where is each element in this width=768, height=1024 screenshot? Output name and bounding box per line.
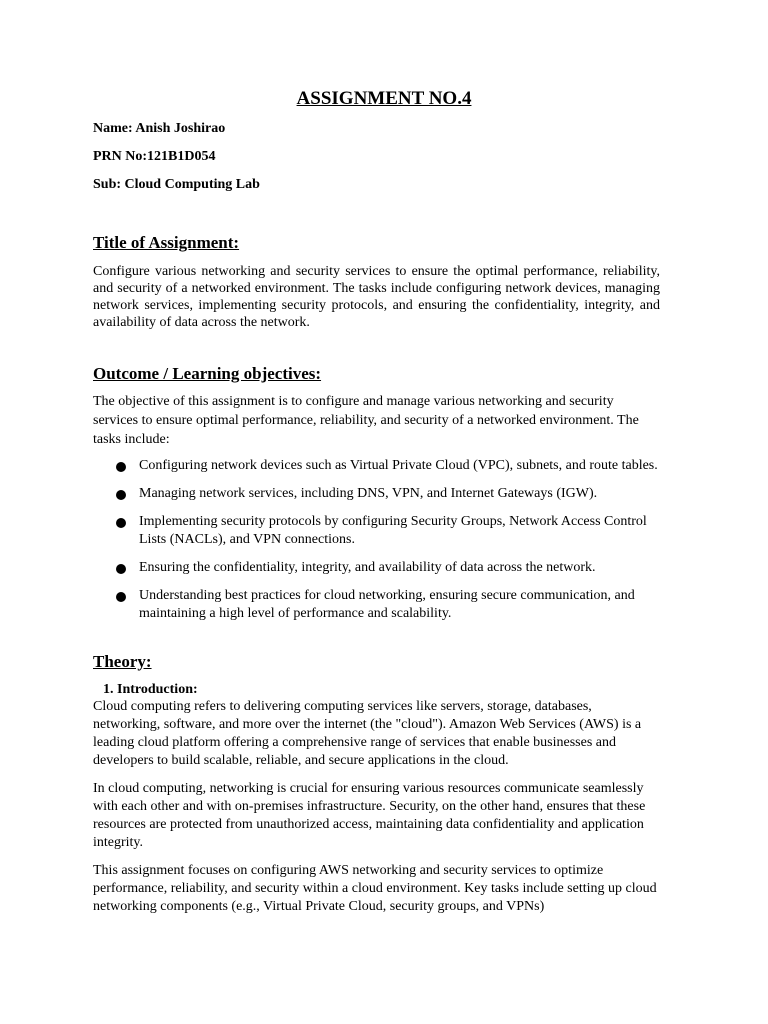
theory-paragraph: Cloud computing refers to delivering computing services like servers, storage, databases, networking, software, and more over the internet (the "cloud"). Amazon Web Services (AWS) is a leading cloud platform offering a comprehensive range of services that enable businesses and developers to build scalable, reliable, and secure applications in the cloud.: [93, 699, 642, 768]
bullet-icon: [116, 564, 126, 574]
bullet-icon: [116, 490, 126, 500]
student-name: Name: Anish Joshirao: [93, 121, 226, 136]
list-item-text: Configuring network devices such as Virtual Private Cloud (VPC), subnets, and route tables.: [139, 458, 658, 473]
bullet-icon: [116, 592, 126, 602]
list-item: [0, 513, 768, 549]
outcome-heading: Outcome / Learning objectives:: [93, 364, 322, 383]
list-item-text: Implementing security protocols by configuring Security Groups, Network Access Control Lists (NACLs), and VPN connections.: [139, 514, 647, 547]
theory-paragraph: In cloud computing, networking is crucial for ensuring various resources communicate seamlessly with each other and with on-premises infrastructure. Security, on the other hand, ensures that these resources are protected from unauthorized access, maintaining data confidentiality and application integrity.: [93, 781, 646, 850]
list-item: [0, 587, 768, 623]
subject: Sub: Cloud Computing Lab: [93, 177, 260, 192]
list-item: [0, 485, 768, 503]
outcome-intro: The objective of this assignment is to configure and manage various networking and security services to ensure optimal performance, reliability, and security of a networked environment. The tasks include:: [93, 394, 639, 447]
title-of-assignment-body: Configure various networking and security services to ensure the optimal performance, reliability, and security of a networked environment. The tasks include configuring network devices, managing network services, implementing security protocols, and ensuring the confidentiality, integrity, and availability of data across the network.: [93, 264, 660, 330]
list-item: [0, 457, 768, 475]
page-title: ASSIGNMENT NO.4: [296, 88, 472, 109]
list-item-text: Managing network services, including DNS, VPN, and Internet Gateways (IGW).: [139, 486, 598, 501]
prn-number: PRN No:121B1D054: [93, 149, 216, 164]
theory-paragraph: This assignment focuses on configuring AWS networking and security services to optimize performance, reliability, and security within a cloud environment. Key tasks include setting up cloud networking components (e.g., Virtual Private Cloud, security groups, and VPNs): [93, 863, 657, 914]
objectives-list: [0, 457, 768, 633]
title-of-assignment-heading: Title of Assignment:: [93, 233, 240, 252]
list-item-text: Ensuring the confidentiality, integrity, and availability of data across the network.: [139, 560, 596, 575]
theory-heading: Theory:: [93, 652, 152, 671]
bullet-icon: [116, 462, 126, 472]
list-item-text: Understanding best practices for cloud networking, ensuring secure communication, and maintaining a high level of performance and scalability.: [139, 588, 635, 621]
list-item: [0, 559, 768, 577]
bullet-icon: [116, 518, 126, 528]
introduction-subheading: 1. Introduction:: [103, 682, 198, 697]
